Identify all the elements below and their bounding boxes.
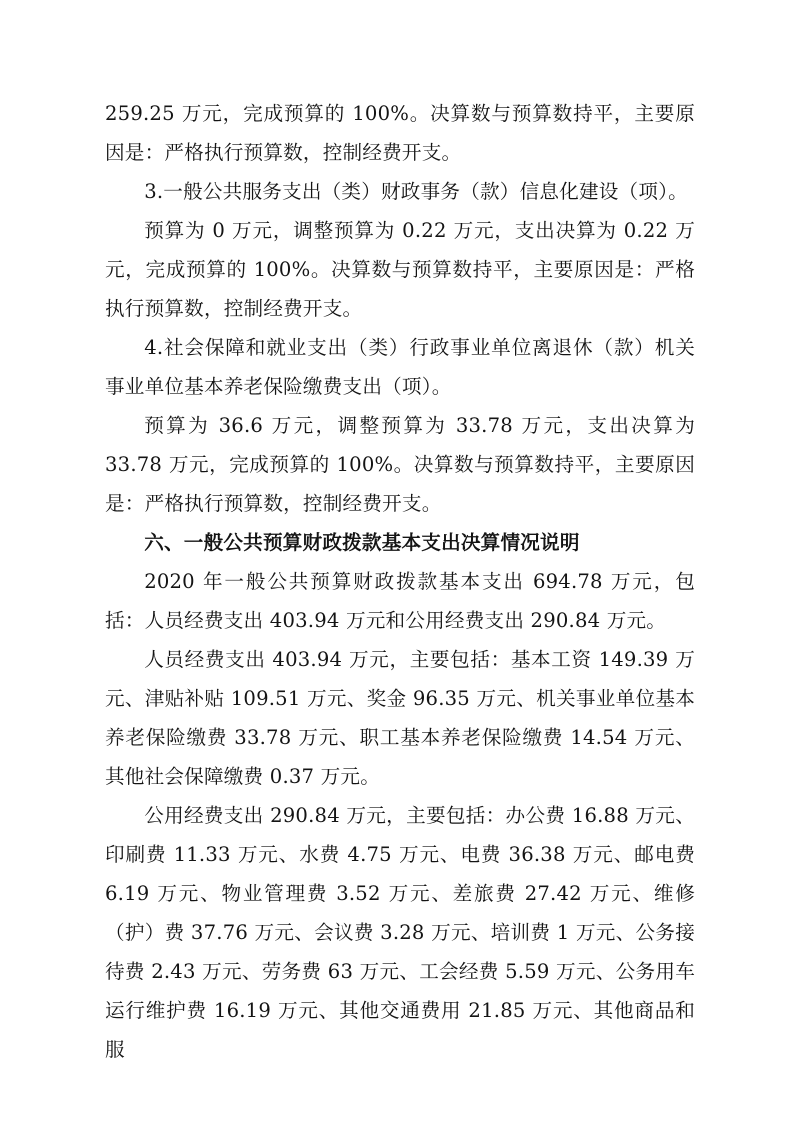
paragraph-personnel-expenditure: 人员经费支出 403.94 万元，主要包括：基本工资 149.39 万元、津贴补贴 109.51 万元、奖金 96.35 万元、机关事业单位基本养老保险缴费 33.78 万元、职工基本养老保险缴费 14.54 万元、其他社会保障缴费 0.37 万元。 <box>105 648 695 788</box>
paragraph-item-3-body: 预算为 0 万元，调整预算为 0.22 万元，支出决算为 0.22 万元，完成预算的 100%。决算数与预算数持平，主要原因是：严格执行预算数，控制经费开支。 <box>105 219 695 320</box>
paragraph-public-expenditure: 公用经费支出 290.84 万元，主要包括：办公费 16.88 万元、印刷费 11.33 万元、水费 4.75 万元、电费 36.38 万元、邮电费 6.19 万元、物业管理费 3.52 万元、差旅费 27.42 万元、维修（护）费 37.76 万元、会议费 3.28 万元、培训费 1 万元、公务接待费 2.43 万元、劳务费 63 万元、工会经费 5.59 万元、公务用车运行维护费 16.19 万元、其他交通费用 21.85 万元、其他商品和服 <box>105 804 695 1061</box>
section-heading-basic-expenditure: 六、一般公共预算财政拨款基本支出决算情况说明 <box>144 531 580 554</box>
document-page <box>105 94 695 1069</box>
paragraph-item-3-title: 3.一般公共服务支出（类）财政事务（款）信息化建设（项）。 <box>144 180 688 203</box>
paragraph-continued-item-2: 259.25 万元，完成预算的 100%。决算数与预算数持平，主要原因是：严格执行预算数，控制经费开支。 <box>105 102 695 164</box>
paragraph-item-4-body: 预算为 36.6 万元，调整预算为 33.78 万元，支出决算为 33.78 万元，完成预算的 100%。决算数与预算数持平，主要原因是：严格执行预算数，控制经费开支。 <box>105 414 695 515</box>
paragraph-basic-expenditure-summary: 2020 年一般公共预算财政拨款基本支出 694.78 万元，包括：人员经费支出 403.94 万元和公用经费支出 290.84 万元。 <box>105 570 695 632</box>
paragraph-item-4-title: 4.社会保障和就业支出（类）行政事业单位离退休（款）机关事业单位基本养老保险缴费支出（项）。 <box>105 336 695 398</box>
